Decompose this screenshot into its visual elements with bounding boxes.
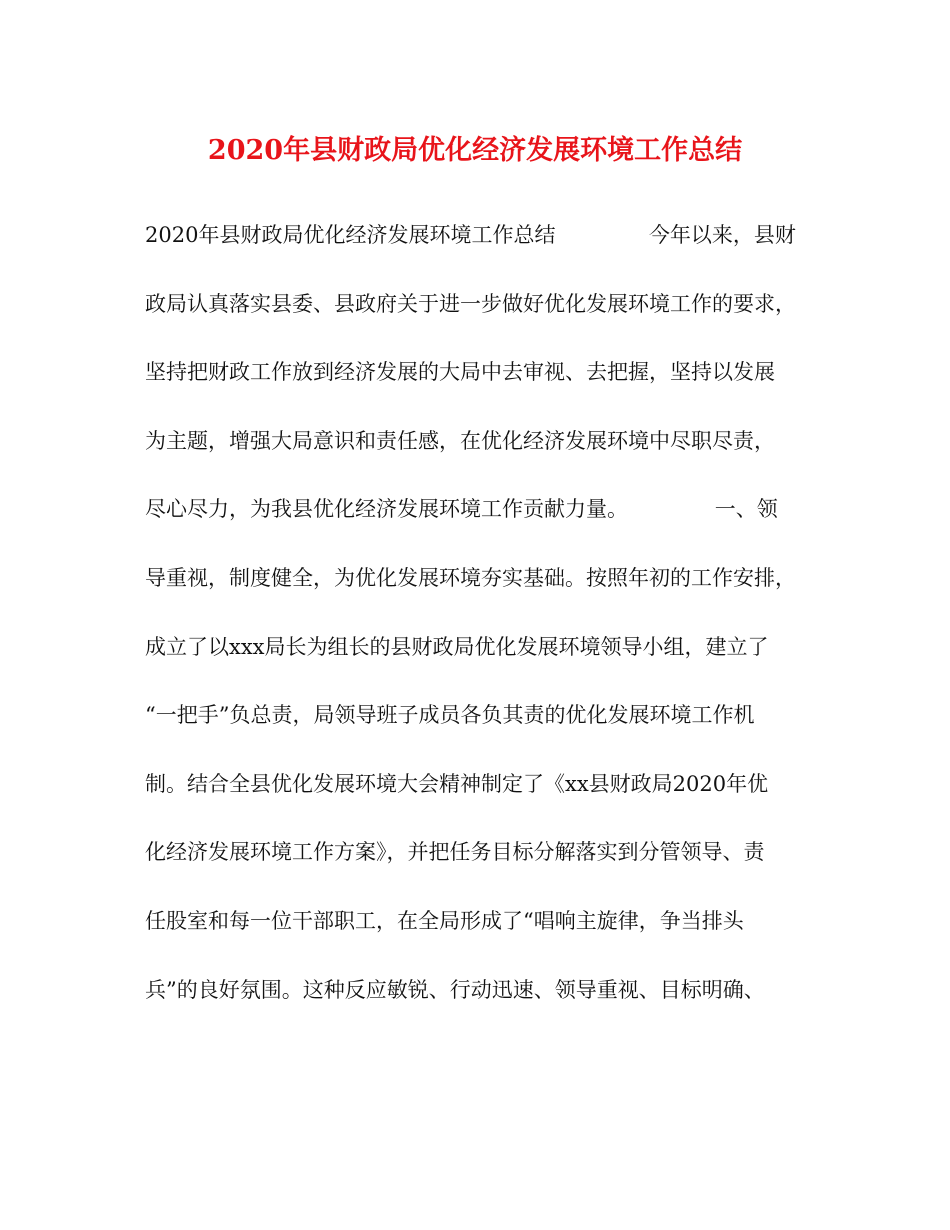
- document-body: [145, 213, 825, 1036]
- body-line: 制。结合全县优化发展环境大会精神制定了《xx县财政局2020年优: [145, 771, 769, 796]
- body-line: 为主题，增强大局意识和责任感，在优化经济发展环境中尽职尽责，: [145, 428, 775, 453]
- document-title: 2020年县财政局优化经济发展环境工作总结: [207, 135, 743, 166]
- body-line: 导重视，制度健全，为优化发展环境夯实基础。按照年初的工作安排，: [145, 565, 796, 590]
- body-line: 化经济发展环境工作方案》，并把任务目标分解落实到分管领导、责: [145, 840, 765, 865]
- body-line: 坚持把财政工作放到经济发展的大局中去审视、去把握，坚持以发展: [145, 360, 775, 385]
- body-line: 尽心尽力，为我县优化经济发展环境工作贡献力量。 一、领: [145, 497, 778, 522]
- body-line: “一把手”负总责，局领导班子成员各负其责的优化发展环境工作机: [145, 703, 755, 728]
- body-line: 政局认真落实县委、县政府关于进一步做好优化发展环境工作的要求，: [145, 291, 796, 316]
- body-line: 2020年县财政局优化经济发展环境工作总结 今年以来，县财: [145, 223, 796, 247]
- body-line: 任股室和每一位干部职工，在全局形成了“唱响主旋律，争当排头: [145, 908, 744, 933]
- body-line: 成立了以xxx局长为组长的县财政局优化发展环境领导小组，建立了: [145, 634, 769, 659]
- body-line: 兵”的良好氛围。这种反应敏锐、行动迅速、领导重视、目标明确、: [145, 977, 765, 1002]
